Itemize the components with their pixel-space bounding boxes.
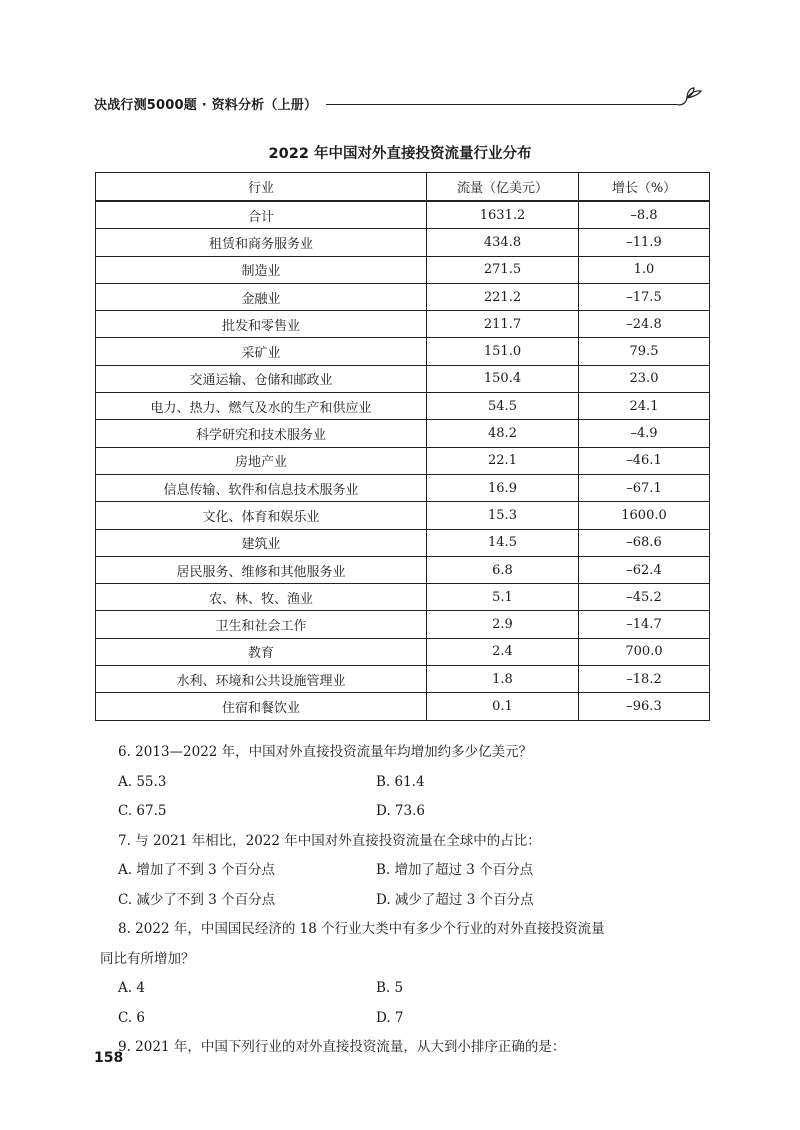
cell-industry: 房地产业 [96,447,427,474]
cell-growth: 1.0 [579,256,710,283]
column-header-flow: 流量（亿美元） [427,173,579,202]
column-header-industry: 行业 [96,173,427,202]
question-6-options-row-1 [118,768,718,798]
cell-growth: –46.1 [579,447,710,474]
cell-industry: 水利、环境和公共设施管理业 [96,666,427,693]
option-6b: B. 61.4 [376,773,425,790]
option-6c: C. 67.5 [118,803,167,819]
cell-flow: 15.3 [427,502,579,529]
table-row [96,556,710,583]
cell-flow: 150.4 [427,365,579,392]
table-row [96,502,710,529]
table-row [96,393,710,420]
table-row [96,474,710,501]
question-8-options-row-2 [118,1004,718,1034]
cell-flow: 271.5 [427,256,579,283]
cell-industry: 文化、体育和娱乐业 [96,502,427,529]
table-row [96,311,710,338]
cell-growth: –11.9 [579,229,710,256]
cell-growth: –4.9 [579,420,710,447]
table-row [96,693,710,720]
cell-growth: 79.5 [579,338,710,365]
column-header-growth: 增长（%） [579,173,710,202]
cell-flow: 2.4 [427,638,579,665]
question-7-options-row-2 [118,886,718,916]
cell-growth: 24.1 [579,393,710,420]
table-row [96,338,710,365]
cell-industry: 租赁和商务服务业 [96,229,427,256]
page-number: 158 [94,1050,124,1066]
cell-flow: 434.8 [427,229,579,256]
cell-flow: 54.5 [427,393,579,420]
table-row [96,283,710,310]
cell-industry: 居民服务、维修和其他服务业 [96,556,427,583]
cell-growth: –68.6 [579,529,710,556]
table-row [96,584,710,611]
table-row [96,256,710,283]
table-row [96,666,710,693]
cell-growth: –8.8 [579,201,710,229]
cell-industry: 制造业 [96,256,427,283]
table-body [96,201,710,720]
cell-industry: 住宿和餐饮业 [96,693,427,720]
cell-flow: 48.2 [427,420,579,447]
cell-flow: 1.8 [427,666,579,693]
option-8a: A. 4 [118,980,145,996]
question-8-stem-continued: 同比有所增加？ [100,950,195,967]
cell-industry: 建筑业 [96,529,427,556]
cell-industry: 科学研究和技术服务业 [96,420,427,447]
cell-flow: 151.0 [427,338,579,365]
question-7-stem: 7. 与 2021 年相比，2022 年中国对外直接投资流量在全球中的占比： [118,832,541,849]
cell-flow: 1631.2 [427,201,579,229]
cell-flow: 22.1 [427,447,579,474]
cell-industry: 教育 [96,638,427,665]
table-row [96,611,710,638]
cell-growth: 23.0 [579,365,710,392]
header-rule [326,104,678,105]
option-8b: B. 5 [376,980,404,996]
table-row [96,229,710,256]
cell-flow: 221.2 [427,283,579,310]
cell-industry: 电力、热力、燃气及水的生产和供应业 [96,393,427,420]
cell-industry: 采矿业 [96,338,427,365]
cell-flow: 6.8 [427,556,579,583]
cell-flow: 211.7 [427,311,579,338]
table-header-row [96,173,710,202]
option-6d: D. 73.6 [376,803,425,819]
cell-growth: –45.2 [579,584,710,611]
cell-growth: –18.2 [579,666,710,693]
option-6a: A. 55.3 [118,773,167,790]
cell-growth: –24.8 [579,311,710,338]
table-row [96,638,710,665]
question-9-stem: 9. 2021 年，中国下列行业的对外直接投资流量，从大到小排序正确的是： [118,1039,566,1055]
cell-growth: –96.3 [579,693,710,720]
cell-growth: –62.4 [579,556,710,583]
book-title: 决战行测5000题 · 资料分析（上册） [94,98,318,113]
option-7d: D. 减少了超过 3 个百分点 [376,891,534,908]
table-row [96,420,710,447]
cell-growth: –67.1 [579,474,710,501]
table-row [96,447,710,474]
cell-industry: 交通运输、仓储和邮政业 [96,365,427,392]
cell-flow: 0.1 [427,693,579,720]
cell-industry: 卫生和社会工作 [96,611,427,638]
option-8d: D. 7 [376,1009,404,1026]
cell-growth: 700.0 [579,638,710,665]
sprout-icon [674,84,704,114]
question-7-options-row-1 [118,856,718,886]
cell-industry: 农、林、牧、渔业 [96,584,427,611]
option-7b: B. 增加了超过 3 个百分点 [376,862,534,878]
question-8-stem: 8. 2022 年，中国国民经济的 18 个行业大类中有多少个行业的对外直接投资流量 [118,921,605,937]
cell-flow: 2.9 [427,611,579,638]
running-header [94,84,704,114]
question-6-stem: 6. 2013—2022 年，中国对外直接投资流量年均增加约多少亿美元？ [118,744,533,760]
cell-growth: –17.5 [579,283,710,310]
table-row [96,529,710,556]
cell-growth: 1600.0 [579,502,710,529]
cell-growth: –14.7 [579,611,710,638]
industry-investment-table [95,172,710,721]
cell-industry: 批发和零售业 [96,311,427,338]
table-title: 2022 年中国对外直接投资流量行业分布 [268,146,532,162]
question-8-options-row-1 [118,974,718,1004]
option-8c: C. 6 [118,1009,146,1026]
cell-flow: 14.5 [427,529,579,556]
cell-industry: 金融业 [96,283,427,310]
option-7a: A. 增加了不到 3 个百分点 [118,862,276,878]
question-6-options-row-2 [118,797,718,827]
cell-industry: 信息传输、软件和信息技术服务业 [96,474,427,501]
cell-flow: 5.1 [427,584,579,611]
option-7c: C. 减少了不到 3 个百分点 [118,891,276,908]
table-row [96,201,710,229]
cell-industry: 合计 [96,201,427,229]
cell-flow: 16.9 [427,474,579,501]
table-row [96,365,710,392]
